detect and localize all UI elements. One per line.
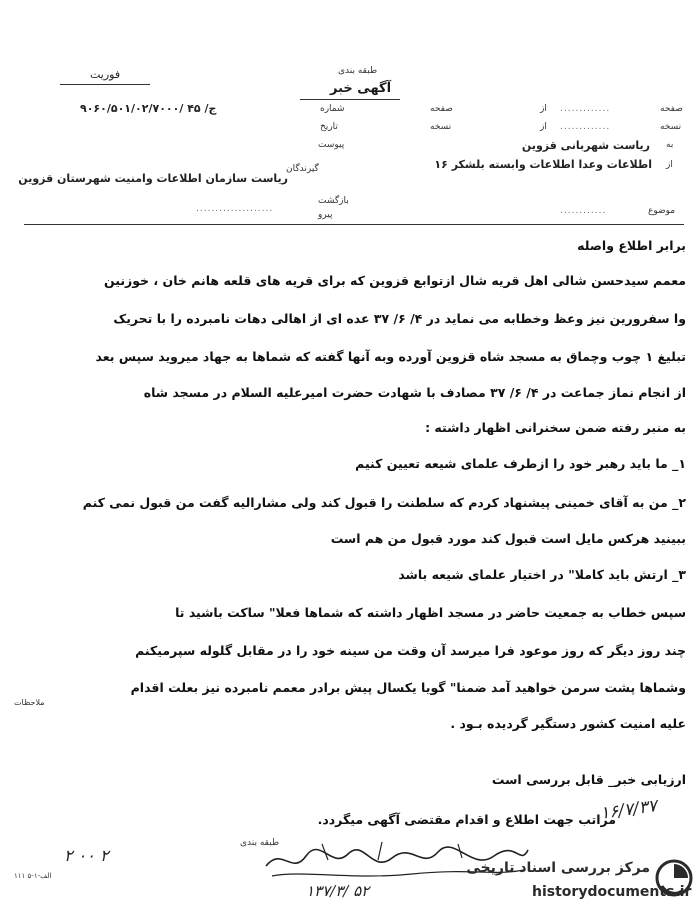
point-2: ۲_ من به آقای خمینی پیشنهاد کردم که سلطنت را قبول کند ولی مشارالیه گفت من قبول نمی کنم: [82, 495, 686, 510]
body-line-5: به منبر رفته ضمن سخنرانی اظهار داشته :: [425, 420, 686, 435]
body-line-1: معمم سیدحسن شالی اهل قریه شال ازتوابع قزوین که برای قریه های قلعه هانم خان ، خوزنین: [103, 273, 686, 288]
classification-label: طبقه بندی: [338, 66, 378, 76]
closing-line-3: وشماها پشت سرمن خواهید آمد ضمنا" گویا یکسال پیش برادر معمم نامبرده نیز بعلت اقدام: [130, 680, 686, 695]
body-line-4: از انجام نماز جماعت در ۴/ ۶/ ۳۷ مصادف با شهادت حضرت امیرعلیه السلام در مسجد شاه: [143, 385, 686, 400]
receivers-label: گیرندگان: [286, 164, 319, 174]
sheet-label: صفحه: [430, 104, 453, 114]
subject-label: موضوع: [648, 206, 676, 216]
page-label: صفحه: [660, 104, 683, 114]
subject-dots: ............: [560, 206, 607, 216]
form-title-underline: [300, 99, 400, 100]
archive-logo: [466, 854, 696, 914]
copy-dots: .............: [560, 122, 611, 132]
handwritten-date: ۱۶/۷/۳۷: [598, 796, 659, 824]
followup-label-2: پیرو: [318, 210, 333, 220]
urgency-underline: [60, 84, 150, 85]
body-line-2: وا سفرورین نیز وعظ وخطابه می نماید در ۴/ ۶/ ۳۷ عده ای از اهالی دهات نامبرده را با تحریک: [113, 311, 686, 326]
greeting: برابر اطلاع واصله: [577, 238, 686, 253]
footer-classification-label: طبقه بندی: [240, 838, 280, 848]
left-scribble: ۲ ۰۰ ۲: [64, 846, 109, 865]
bottom-number: ۱۳۷/۳/ ۵۲: [306, 882, 370, 900]
point-2-continued: ببینید هرکس مایل است قبول کند مورد قبول من هم است: [330, 531, 686, 546]
sender-label: از: [666, 160, 673, 170]
sender-value: اطلاعات وعدا اطلاعات وابسته بلشکر ۱۶: [434, 158, 652, 171]
date-label: تاریخ: [320, 122, 338, 132]
receivers-value: ریاست سازمان اطلاعات وامنیت شهرستان قزوین: [18, 172, 288, 185]
attachment-label: پیوست: [318, 140, 345, 150]
evaluation: ارزیابی خبر_ قابل بررسی است: [491, 772, 686, 787]
number-value: ۹۰۶۰/۵۰۱/۰۲/۷۰۰۰/ ج/ ۴۵: [80, 102, 217, 115]
copy-sheet-label: نسخه: [430, 122, 452, 132]
header-divider: [24, 224, 684, 225]
point-3: ۳_ ارتش باید کاملا" در اختیار علمای شیعه باشد: [398, 567, 686, 582]
page-from-label: از: [540, 104, 547, 114]
closing-line-4: علیه امنیت کشور دستگیر گردیده بـود .: [450, 716, 686, 731]
closing-line-2: چند روز دیگر که روز موعود فرا میرسد آن وقت من سینه خود را در مقابل گلوله سپرمیکنم: [135, 643, 686, 658]
form-code: ۱۱۱ الف-۱-۵: [14, 872, 52, 880]
to-label: به: [666, 140, 674, 150]
number-label: شماره: [320, 104, 345, 114]
copy-from-label: از: [540, 122, 547, 132]
page-dots: .............: [560, 104, 611, 114]
followup-dots: ....................: [196, 204, 274, 214]
logo-url: historydocuments.ir: [532, 884, 692, 900]
form-title: آگهی خبر: [330, 81, 392, 96]
closing-line-1: سپس خطاب به جمعیت حاضر در مسجد اظهار داشته که شماها فعلا" ساکت باشید تا: [175, 605, 686, 620]
action-note: مراتب جهت اطلاع و اقدام مقتضی آگهی میگردد.: [317, 812, 616, 827]
remarks-label: ملاحظات: [14, 698, 45, 707]
followup-label: بازگشت: [318, 196, 349, 206]
copy-label: نسخه: [660, 122, 682, 132]
urgency-label: فوریت: [90, 68, 121, 81]
body-line-3: تبلیغ ۱ چوب وچماق به مسجد شاه قزوین آورده وبه آنها گفته که شماها به جهاد میروید سپس بعد: [95, 349, 686, 364]
logo-text-fa: مرکز بررسی اسناد تاریخی: [466, 860, 650, 876]
point-1: ۱_ ما باید رهبر خود را ازطرف علمای شیعه تعیین کنیم: [355, 456, 686, 471]
to-value: ریاست شهربانی قزوین: [521, 139, 650, 152]
